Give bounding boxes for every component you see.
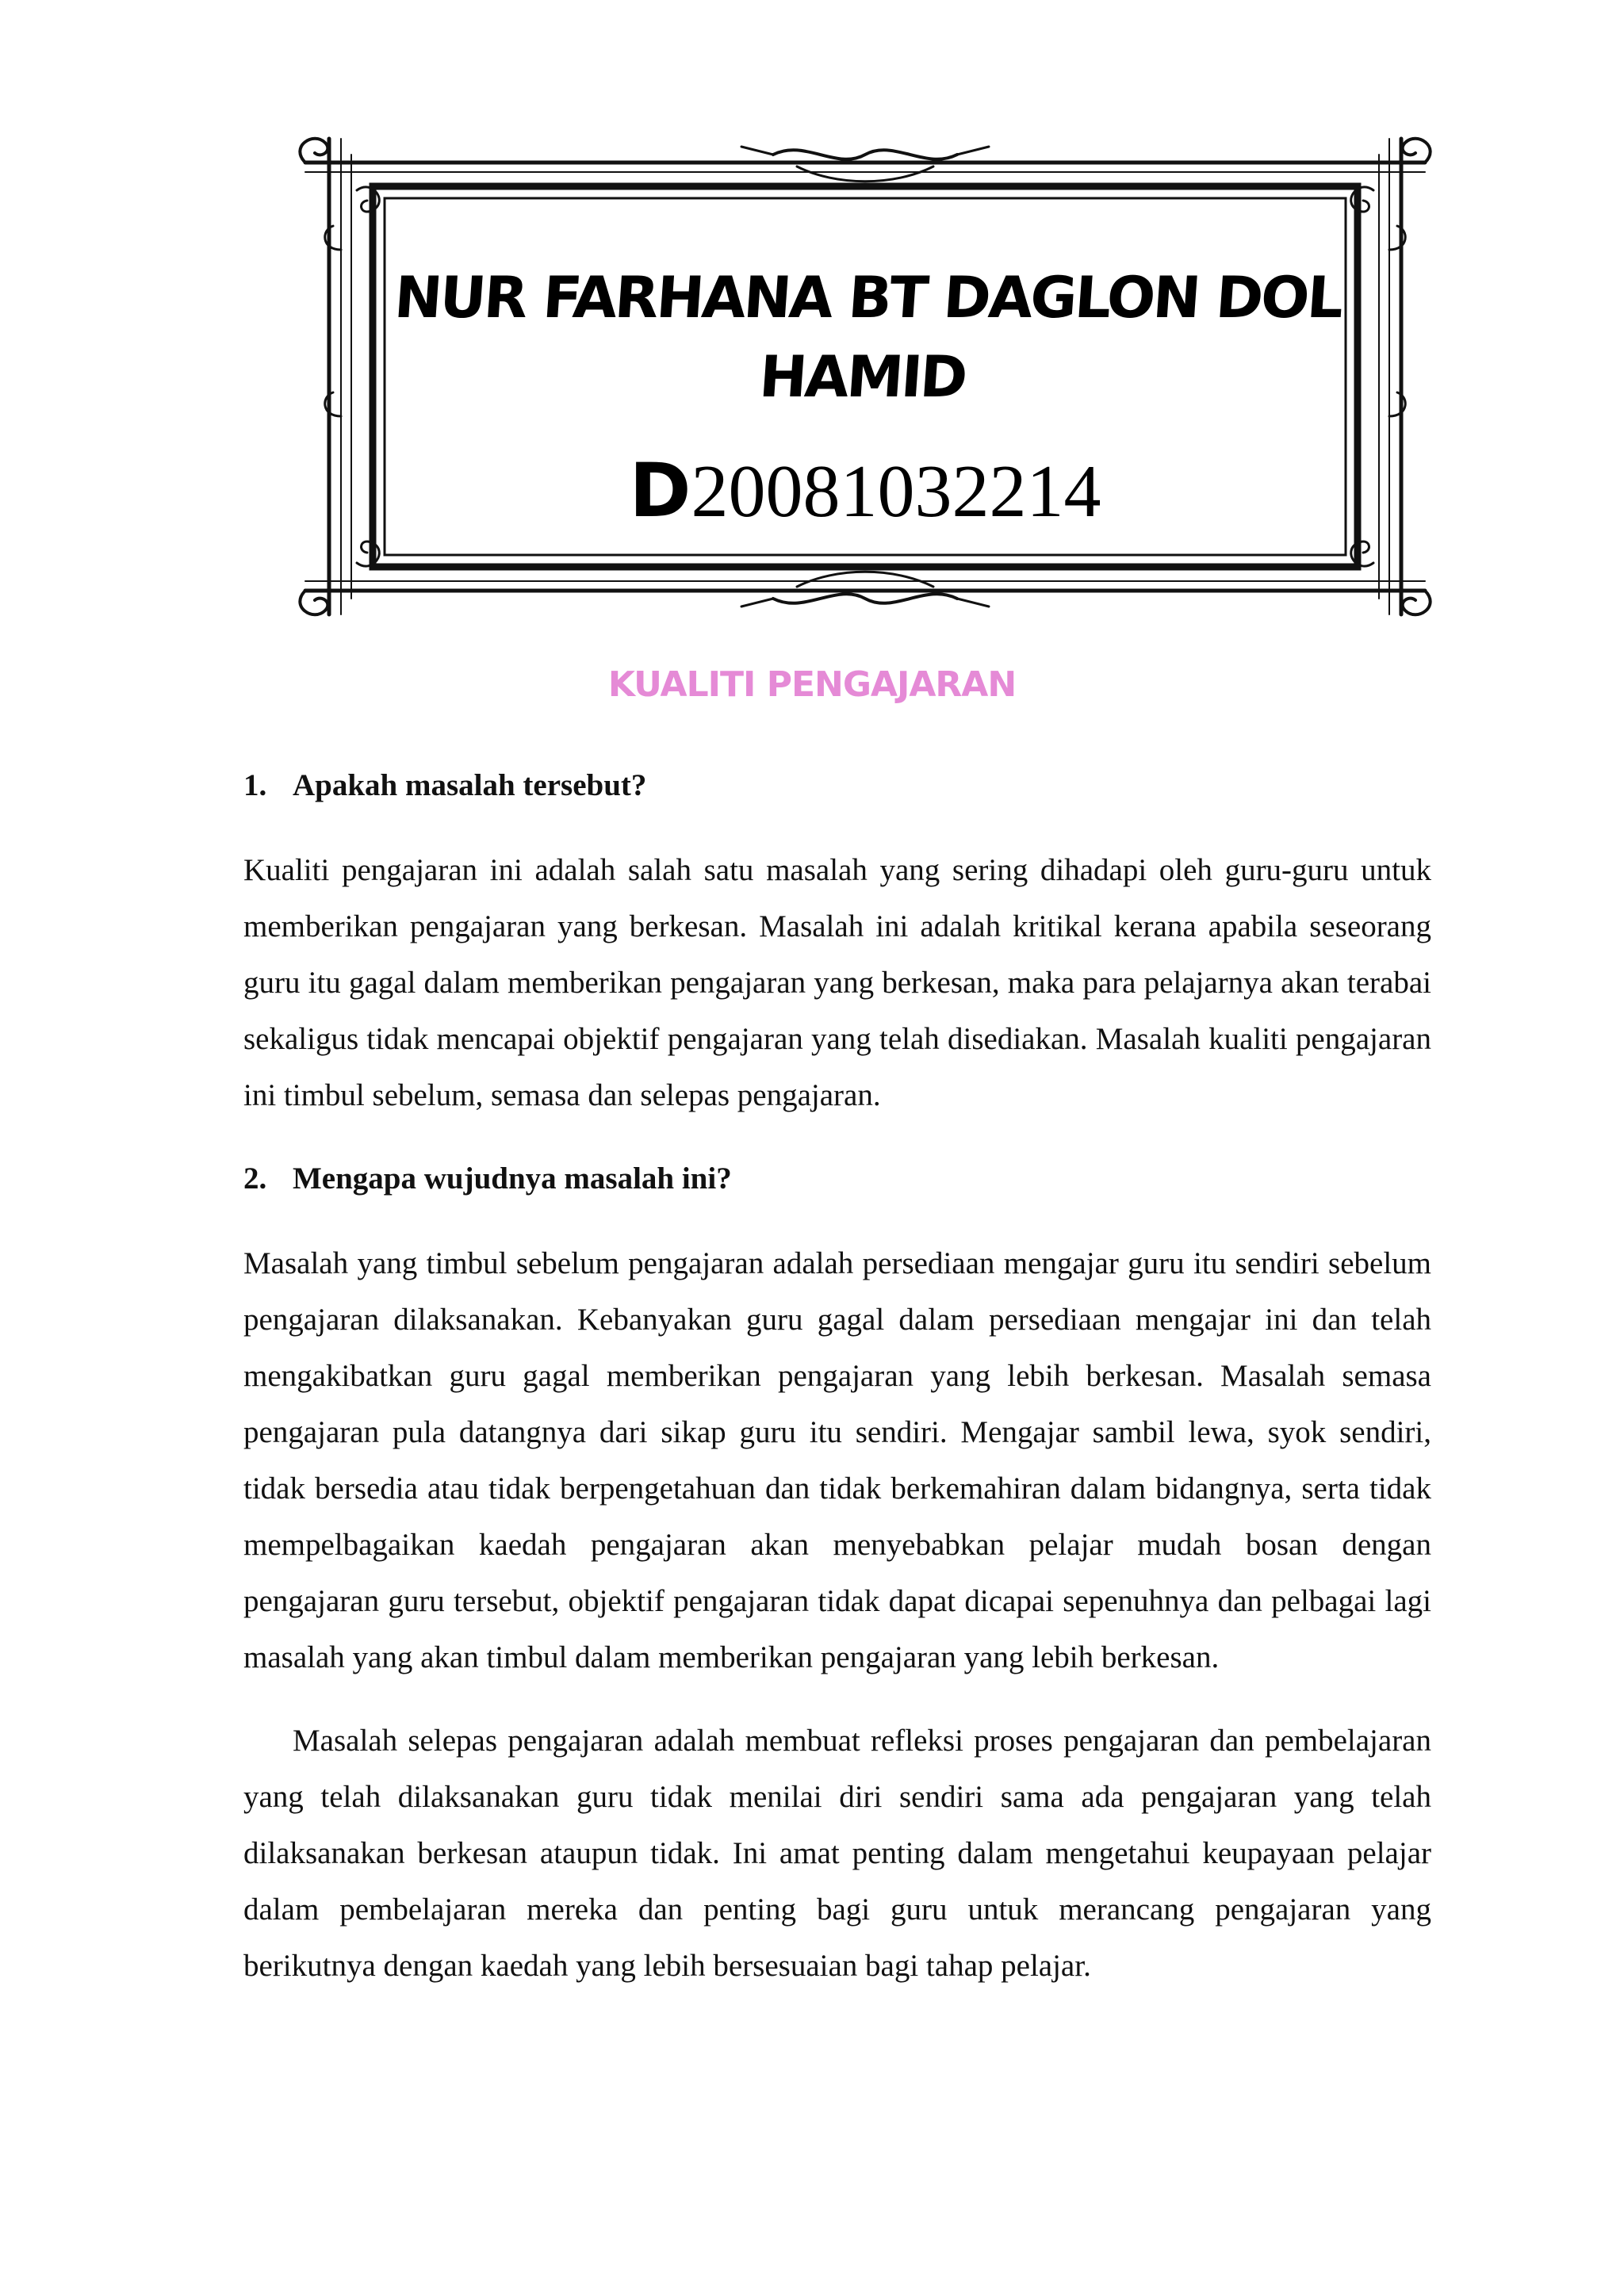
paragraph: Kualiti pengajaran ini adalah salah satu masalah yang sering dihadapi oleh guru-guru untuk memberikan pengajaran yang berkesan. Masalah ini adalah kritikal kerana apabila seseorang guru itu gagal dalam memberikan pengajaran yang berkesan, maka para pelajarnya akan terabai sekaligus tidak mencapai objektif pengajaran yang telah disediakan. Masalah kualiti pengajaran ini timbul sebelum, semasa dan selepas pengajaran. xyxy=(243,853,1431,1112)
author-name: NUR FARHANA BT DAGLON DOL HAMID xyxy=(392,264,1344,410)
question-number: 2. xyxy=(243,1161,267,1196)
student-id-number: 20081032214 xyxy=(691,450,1101,533)
question-number: 1. xyxy=(243,768,267,802)
document-body xyxy=(243,757,1431,2021)
student-id-prefix: D xyxy=(629,448,691,534)
section-title: KUALITI PENGAJARAN xyxy=(607,664,1017,705)
student-id xyxy=(297,448,1433,535)
question-text: Apakah masalah tersebut? xyxy=(293,768,647,802)
paragraph: Masalah selepas pengajaran adalah membuat refleksi proses pengajaran dan pembelajaran yang telah dilaksanakan guru tidak menilai diri sendiri sama ada pengajaran yang telah dilaksanakan berkesan ataupun tidak. Ini amat penting dalam mengetahui keupayaan pelajar dalam pembelajaran mereka dan penting bagi guru untuk merancang pengajaran yang berikutnya dengan kaedah yang lebih bersesuaian bagi tahap pelajar. xyxy=(243,1724,1431,1983)
question-heading xyxy=(243,757,1431,813)
paragraph: Masalah yang timbul sebelum pengajaran adalah persediaan mengajar guru itu sendiri sebelum pengajaran dilaksanakan. Kebanyakan guru gagal dalam persediaan mengajar ini dan telah mengakibatkan guru gagal memberikan pengajaran yang lebih berkesan. Masalah semasa pengajaran pula datangnya dari sikap guru itu sendiri. Mengajar sambil lewa, syok sendiri, tidak bersedia atau tidak berpengetahuan dan tidak berkemahiran dalam bidangnya, serta tidak mempelbagaikan kaedah pengajaran akan menyebabkan pelajar mudah bosan dengan pengajaran guru tersebut, objektif pengajaran tidak dapat dicapai sepenuhnya dan pelbagai lagi masalah yang akan timbul dalam memberikan pengajaran yang lebih berkesan. xyxy=(243,1246,1431,1674)
cover-frame xyxy=(297,131,1433,622)
question-heading xyxy=(243,1150,1431,1207)
question-text: Mengapa wujudnya masalah ini? xyxy=(293,1161,732,1196)
